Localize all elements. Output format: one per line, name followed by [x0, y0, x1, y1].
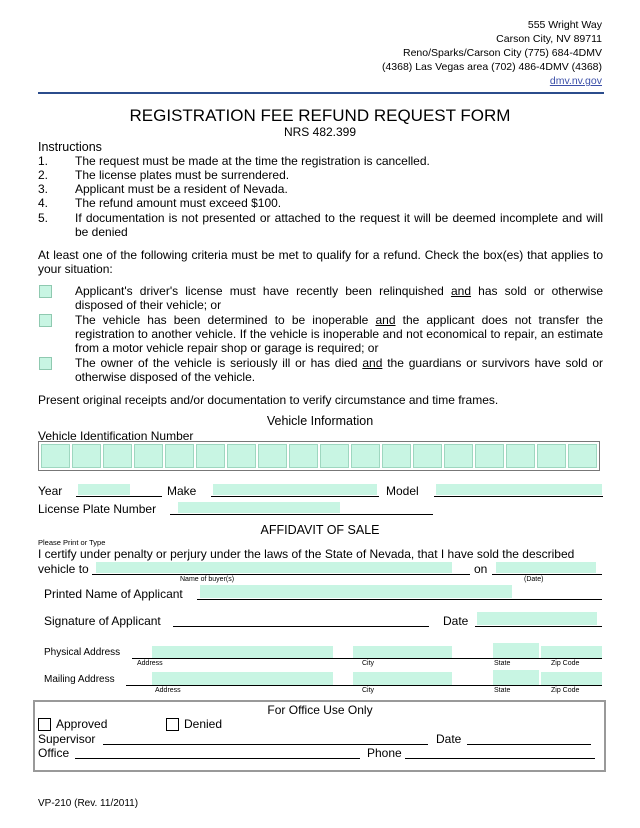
vin-character-cell[interactable]: [568, 444, 597, 468]
certify-text: I certify under penalty or perjury under the laws of the State of Nevada, that I have sold the described: [38, 547, 575, 561]
vin-character-cell[interactable]: [444, 444, 473, 468]
approved-checkbox[interactable]: [38, 718, 51, 731]
vin-character-cell[interactable]: [72, 444, 101, 468]
buyer-name-field[interactable]: [96, 562, 452, 573]
city-caption: City: [362, 687, 375, 694]
signature-underline: [173, 626, 429, 627]
plate-label: License Plate Number: [38, 502, 157, 516]
state-caption: State: [494, 660, 511, 667]
vin-character-cell[interactable]: [320, 444, 349, 468]
agency-header: [382, 18, 602, 88]
supervisor-label: Supervisor: [38, 732, 96, 746]
zip-caption: Zip Code: [551, 660, 580, 667]
instruction-num: 4.: [38, 196, 49, 210]
office-date-underline: [467, 744, 591, 745]
affidavit-heading: AFFIDAVIT OF SALE: [260, 523, 380, 537]
plate-field[interactable]: [178, 502, 340, 513]
physical-address-state-field[interactable]: [493, 643, 539, 658]
approved-label: Approved: [56, 717, 108, 731]
make-label: Make: [167, 484, 197, 498]
vin-character-cell[interactable]: [196, 444, 225, 468]
instruction-text: If documentation is not presented or attached to the request it will be deemed incomplete and will be denied: [75, 211, 603, 239]
year-underline: [76, 496, 162, 497]
signature-date-label: Date: [443, 614, 469, 628]
buyer-underline: [92, 574, 470, 575]
buyer-caption: Name of buyer(s): [180, 576, 235, 583]
form-title: REGISTRATION FEE REFUND REQUEST FORM: [129, 106, 511, 125]
vehicle-info-heading: Vehicle Information: [266, 414, 374, 428]
phone-underline: [405, 758, 595, 759]
form-number: VP-210 (Rev. 11/2011): [38, 798, 139, 809]
instruction-text: The request must be made at the time the registration is cancelled.: [75, 154, 430, 168]
printed-name-underline: [197, 599, 602, 600]
date-caption: (Date): [524, 576, 544, 583]
signature-label: Signature of Applicant: [44, 614, 161, 628]
signature-date-underline: [475, 626, 602, 627]
instruction-num: 2.: [38, 168, 49, 182]
vin-character-cell[interactable]: [134, 444, 163, 468]
on-label: on: [474, 562, 488, 576]
vin-character-cell[interactable]: [41, 444, 70, 468]
phone-line-1: Reno/Sparks/Carson City (775) 684-4DMV: [403, 47, 602, 59]
mailing-address-label: Mailing Address: [44, 674, 115, 685]
criteria-checkbox-2[interactable]: [39, 314, 52, 327]
office-date-label: Date: [436, 732, 462, 746]
year-label: Year: [38, 484, 63, 498]
vin-character-cell[interactable]: [351, 444, 380, 468]
address-line-1: 555 Wright Way: [527, 19, 602, 31]
vin-character-cell[interactable]: [165, 444, 194, 468]
make-field[interactable]: [213, 484, 377, 495]
zip-caption: Zip Code: [551, 687, 580, 694]
print-note: Please Print or Type: [38, 538, 106, 547]
criteria-intro: At least one of the following criteria must be met to qualify for a refund. Check the box(es) that applies to your situation:: [38, 248, 603, 276]
phone-label: Phone: [367, 746, 402, 760]
address-line-2: Carson City, NV 89711: [496, 33, 602, 45]
instruction-text: Applicant must be a resident of Nevada.: [75, 182, 288, 196]
vin-character-cell[interactable]: [258, 444, 287, 468]
present-documentation-text: Present original receipts and/or documentation to verify circumstance and time frames.: [38, 393, 499, 407]
year-field[interactable]: [78, 484, 130, 495]
vin-label: Vehicle Identification Number: [38, 429, 194, 443]
vin-character-cell[interactable]: [382, 444, 411, 468]
denied-label: Denied: [184, 717, 223, 731]
criteria-text-3: The owner of the vehicle is seriously ill or has died and the guardians or survivors have sold or otherwise disposed of the vehicle.: [75, 356, 604, 384]
instruction-num: 1.: [38, 154, 49, 168]
vin-character-cell[interactable]: [103, 444, 132, 468]
form-statute: NRS 482.399: [283, 125, 357, 139]
vehicle-to-label: vehicle to: [38, 562, 89, 576]
physical-address-zip-field[interactable]: [541, 646, 602, 658]
website-link[interactable]: dmv.nv.gov: [549, 75, 602, 87]
physical-address-underline: [132, 658, 602, 659]
instruction-num: 3.: [38, 182, 49, 196]
mailing-address-underline: [126, 685, 602, 686]
vin-character-cell[interactable]: [227, 444, 256, 468]
city-caption: City: [362, 660, 375, 667]
model-field[interactable]: [436, 484, 602, 495]
mailing-address-street-field[interactable]: [152, 672, 333, 685]
instructions-heading: Instructions: [38, 140, 102, 154]
mailing-address-state-field[interactable]: [493, 670, 539, 685]
address-caption: Address: [155, 687, 181, 694]
office-use-heading: For Office Use Only: [267, 703, 373, 717]
model-label: Model: [386, 484, 419, 498]
model-underline: [434, 496, 603, 497]
criteria-text-2: The vehicle has been determined to be inoperable and the applicant does not transfer the registration to another vehicle. If the vehicle is inoperable and not economical to repair, an estimate from a motor vehicle repair shop or garage is required; or: [75, 313, 603, 355]
denied-checkbox[interactable]: [166, 718, 179, 731]
state-caption: State: [494, 687, 511, 694]
address-caption: Address: [137, 660, 163, 667]
instruction-text: The license plates must be surrendered.: [75, 168, 290, 182]
physical-address-label: Physical Address: [44, 647, 121, 658]
vin-character-cell[interactable]: [289, 444, 318, 468]
criteria-text-1: Applicant's driver's license must have recently been relinquished and has sold or otherwise disposed of their vehicle; or: [75, 284, 603, 312]
vin-input-grid: [38, 441, 600, 471]
make-underline: [211, 496, 379, 497]
header-divider: [38, 92, 604, 94]
office-underline: [75, 758, 360, 759]
criteria-checkbox-1[interactable]: [39, 285, 52, 298]
printed-name-label: Printed Name of Applicant: [44, 587, 183, 601]
physical-address-street-field[interactable]: [152, 646, 333, 658]
printed-name-field[interactable]: [200, 585, 512, 598]
physical-address-city-field[interactable]: [353, 646, 452, 658]
mailing-address-city-field[interactable]: [353, 672, 452, 685]
criteria-checkbox-3[interactable]: [39, 357, 52, 370]
instruction-text: The refund amount must exceed $100.: [75, 196, 282, 210]
sale-date-underline: [492, 574, 602, 575]
supervisor-underline: [103, 744, 428, 745]
vin-character-cell[interactable]: [537, 444, 566, 468]
signature-date-field[interactable]: [477, 612, 597, 625]
plate-underline: [170, 514, 433, 515]
mailing-address-zip-field[interactable]: [541, 672, 602, 685]
vin-character-cell[interactable]: [506, 444, 535, 468]
phone-line-2: (4368) Las Vegas area (702) 486-4DMV (4368): [381, 61, 602, 73]
vin-character-cell[interactable]: [413, 444, 442, 468]
vin-character-cell[interactable]: [475, 444, 504, 468]
sale-date-field[interactable]: [496, 562, 596, 573]
office-label: Office: [38, 746, 70, 760]
instruction-num: 5.: [38, 211, 49, 225]
